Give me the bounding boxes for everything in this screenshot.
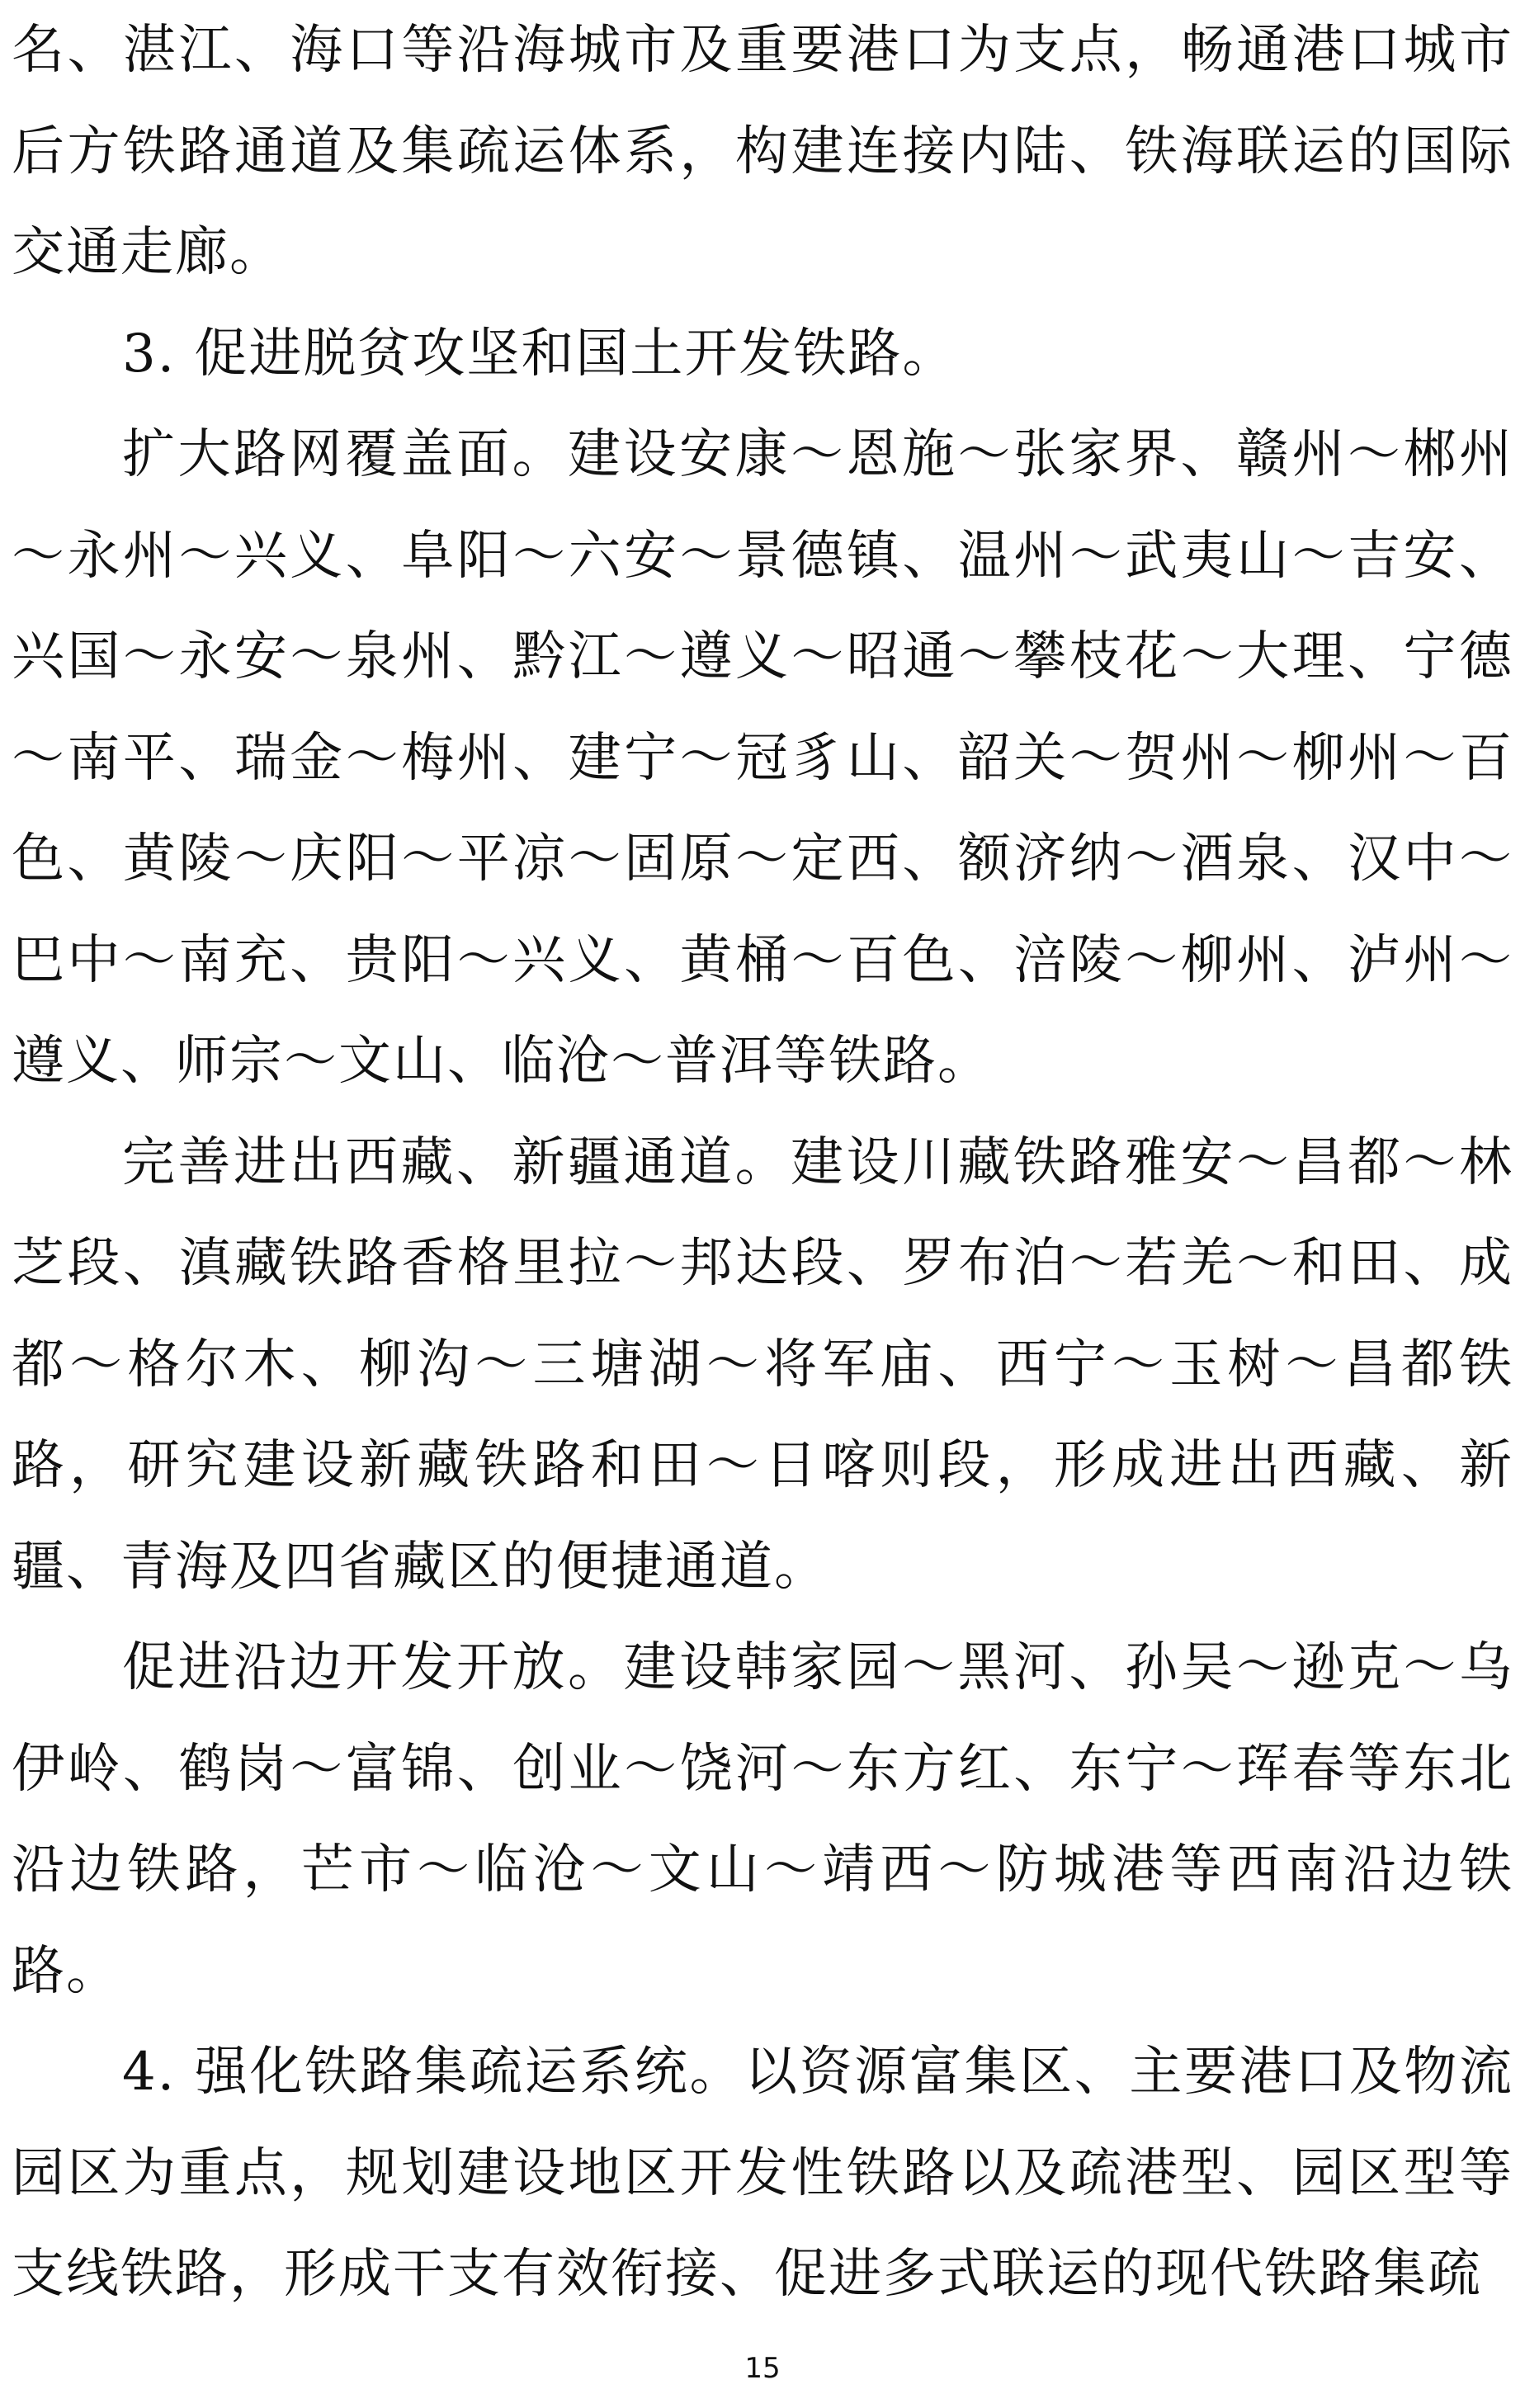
- section-heading-3: 3. 促进脱贫攻坚和国土开发铁路。: [122, 323, 957, 385]
- paragraph-border-development: 促进沿边开发开放。建设韩家园～黑河、孙吴～逊克～乌伊岭、鹤岗～富锦、创业～饶河～东方红、东宁～珲春等东北沿边铁路，芒市～临沧～文山～靖西～防城港等西南沿边铁路。: [12, 1637, 1513, 2002]
- paragraph-continuation: 名、湛江、海口等沿海城市及重要港口为支点，畅通港口城市后方铁路通道及集疏运体系，构建连接内陆、铁海联运的国际交通走廊。: [12, 20, 1513, 283]
- page-number: 15: [744, 2352, 781, 2385]
- paragraph-expand-network: 扩大路网覆盖面。建设安康～恩施～张家界、赣州～郴州～永州～兴义、阜阳～六安～景德镇、温州～武夷山～吉安、兴国～永安～泉州、黔江～遵义～昭通～攀枝花～大理、宁德～南平、瑞金～梅州、建宁～冠豸山、韶关～贺州～柳州～百色、黄陵～庆阳～平凉～固原～定西、额济纳～酒泉、汉中～巴中～南充、贵阳～兴义、黄桶～百色、涪陵～柳州、泸州～遵义、师宗～文山、临沧～普洱等铁路。: [12, 424, 1513, 1092]
- paragraph-tibet-xinjiang: 完善进出西藏、新疆通道。建设川藏铁路雅安～昌都～林芝段、滇藏铁路香格里拉～邦达段、罗布泊～若羌～和田、成都～格尔木、柳沟～三塘湖～将军庙、西宁～玉树～昌都铁路，研究建设新藏铁路和田～日喀则段，形成进出西藏、新疆、青海及四省藏区的便捷通道。: [12, 1131, 1513, 1598]
- document-page: [12, 0, 1513, 2408]
- section-heading-4: 4. 强化铁路集疏运系统。以资源富集区、主要港口及物流园区为重点，规划建设地区开发性铁路以及疏港型、园区型等支线铁路，形成干支有效衔接、促进多式联运的现代铁路集疏: [12, 2042, 1513, 2305]
